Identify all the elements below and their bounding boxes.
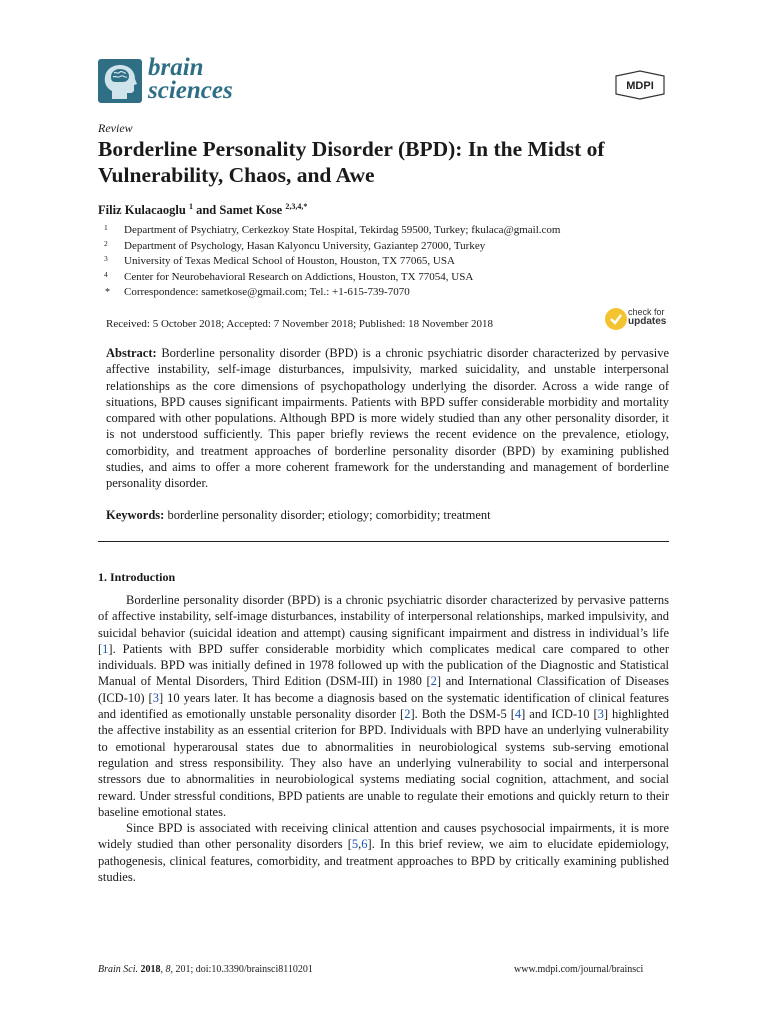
check-updates-text	[628, 308, 666, 326]
keywords-text: borderline personality disorder; etiology; comorbidity; treatment	[167, 508, 491, 522]
text-run: Since BPD is associated with receiving clinical attention and causes psychosocial impairments, it is more widely studied than other personality disorders [	[98, 821, 669, 852]
author-list	[98, 202, 307, 218]
brain-head-icon	[98, 59, 142, 103]
publisher-name: MDPI	[626, 80, 654, 92]
text-run: ] and International Classification of Diseases (ICD-10) [	[98, 674, 669, 705]
author-affil-mark: 1	[188, 202, 193, 211]
citation-link[interactable]: 3	[152, 690, 159, 705]
affiliation-mark: 1	[104, 223, 108, 232]
affiliation	[100, 240, 660, 256]
footer-doi[interactable]: , 201; doi:10.3390/brainsci8110201	[170, 964, 313, 975]
journal-name	[148, 56, 233, 102]
text-run: ] 10 years later. It has become a diagnosis based on the systematic identification of clinical features and identified as emotionally unstable personality disorder [	[98, 690, 669, 722]
body-text	[98, 592, 669, 885]
author-name[interactable]: Samet Kose	[219, 203, 283, 218]
citation-separator: ,	[358, 837, 362, 852]
affiliations	[100, 224, 660, 302]
text-run: Borderline personality disorder (BPD) is a chronic psychiatric disorder characterized by pervasive patterns of affective instability, self-image disturbances, instability of interpersonal relationships, marked impulsivity, and suicidal behavior (suicidal ideation and attempt) causing significant impairment and distress in individual’s life [	[98, 593, 669, 656]
text-run: ] and ICD-10 [	[521, 707, 598, 722]
text-run: ]. In this brief review, we aim to elucidate epidemiology, pathogenesis, clinical features, comorbidity, and treatment approaches to BPD by critically examining published studies.	[98, 837, 669, 885]
affiliation	[100, 271, 660, 287]
citation-link[interactable]: 2	[404, 707, 411, 722]
author-affil-mark: 2,3,4,*	[285, 202, 308, 211]
text-run: ]. Patients with BPD suffer considerable morbidity which complicates medical care compared to other individuals. BPD was initially defined in 1978 followed up with the publication of the Diagnostic and Statistical Manual of Mental Disorders, Third Edition (DSM-III) in 1980 [	[98, 641, 669, 689]
publication-dates: Received: 5 October 2018; Accepted: 7 November 2018; Published: 18 November 2018	[106, 318, 494, 330]
abstract-label: Abstract:	[106, 346, 157, 360]
section-heading: 1. Introduction	[98, 570, 176, 584]
author-name[interactable]: Filiz Kulacaoglu	[98, 203, 186, 218]
correspondence-text[interactable]: Correspondence: sametkose@gmail.com; Tel.: +1-615-739-7070	[124, 286, 410, 298]
article-type: Review	[98, 121, 133, 135]
affiliation-text: University of Texas Medical School of Houston, Houston, TX 77065, USA	[124, 255, 455, 267]
footer-citation: Brain Sci. 2018, 8, 201; doi:10.3390/brainsci8110201	[98, 964, 313, 975]
citation-link[interactable]: 2	[430, 674, 437, 689]
keywords-label: Keywords:	[106, 508, 165, 522]
citation-link[interactable]: 1	[102, 641, 109, 656]
paragraph	[98, 820, 669, 885]
check-updates-line2: updates	[628, 316, 667, 327]
footer-url[interactable]: www.mdpi.com/journal/brainsci	[514, 964, 644, 975]
mdpi-logo-icon	[612, 70, 668, 100]
affiliation-mark: 3	[104, 254, 108, 263]
publisher-logo	[612, 70, 668, 100]
citation-link[interactable]: 4	[514, 707, 522, 722]
article-title: Borderline Personality Disorder (BPD): In the Midst of Vulnerability, Chaos, and Awe	[98, 137, 605, 187]
journal-abbr: Brain Sci.	[98, 964, 138, 975]
journal-logo	[98, 59, 142, 103]
affiliation	[100, 255, 660, 271]
check-updates-line1: check for	[628, 307, 665, 317]
citation-link[interactable]: 3	[597, 707, 604, 722]
footer-volume: 8	[165, 964, 171, 975]
citation-link[interactable]: 6	[361, 837, 368, 852]
affiliation-text: Department of Psychology, Hasan Kalyoncu University, Gaziantep 27000, Turkey	[124, 239, 486, 252]
affiliation	[100, 224, 660, 240]
keywords	[106, 508, 669, 523]
paragraph	[98, 592, 669, 820]
correspondence	[100, 286, 660, 302]
footer-year: 2018	[140, 964, 161, 975]
text-run: ]. Both the DSM-5 [	[410, 707, 515, 722]
check-for-updates-badge[interactable]	[604, 306, 684, 332]
affiliation-mark: 4	[104, 269, 108, 279]
text-run: ] highlighted the affective instability as an essential criterion for BPD. Individuals with BPD have an underlying vulnerability to emotional hyperarousal states due to abnormalities in neurobiological systems sub-serving emotional regulation and stress responsibility. They also have an underlying vulnerability to social and interpersonal stressors due to abnormalities in neurobiological systems mediating social cognition, attachment, and social reward. Under stressful conditions, BPD patients are unable to regulate their emotions and quickly return to their baseline emotional states.	[98, 707, 669, 819]
abstract-text: Borderline personality disorder (BPD) is a chronic psychiatric disorder characterized by pervasive affective instability, self-image disturbances, impulsivity, marked suicidality, and unstable interpersonal relationships as the core dimensions of psychopathology underlying the disorder. Across a wide range of situations, BPD causes significant impairments. Patients with BPD suffer considerable morbidity and mortality compared with other populations. Although BPD is more widely studied than any other personality disorder, it is not understood sufficiently. This paper briefly reviews the recent evidence on the prevalence, etiology, comorbidity, and treatment approaches of borderline personality disorder (BPD) by examining published studies, and aims to offer a more coherent framework for the understanding and management of borderline personality disorder.	[106, 346, 670, 491]
section-divider	[98, 541, 669, 542]
author-and: and	[196, 203, 217, 218]
affiliation-mark: 2	[104, 238, 108, 248]
correspondence-mark: *	[105, 287, 110, 298]
affiliation-text: Center for Neurobehavioral Research on Addictions, Houston, TX 77054, USA	[124, 270, 474, 283]
check-updates-icon	[604, 307, 628, 331]
affiliation-text: Department of Psychiatry, Cerkezkoy State Hospital, Tekirdag 59500, Turkey; fkulaca@gmail.com	[124, 224, 561, 236]
abstract	[106, 345, 669, 492]
citation-link[interactable]: 5	[351, 837, 359, 852]
journal-name-line1: brain	[148, 54, 204, 81]
journal-name-line2: sciences	[148, 77, 233, 104]
